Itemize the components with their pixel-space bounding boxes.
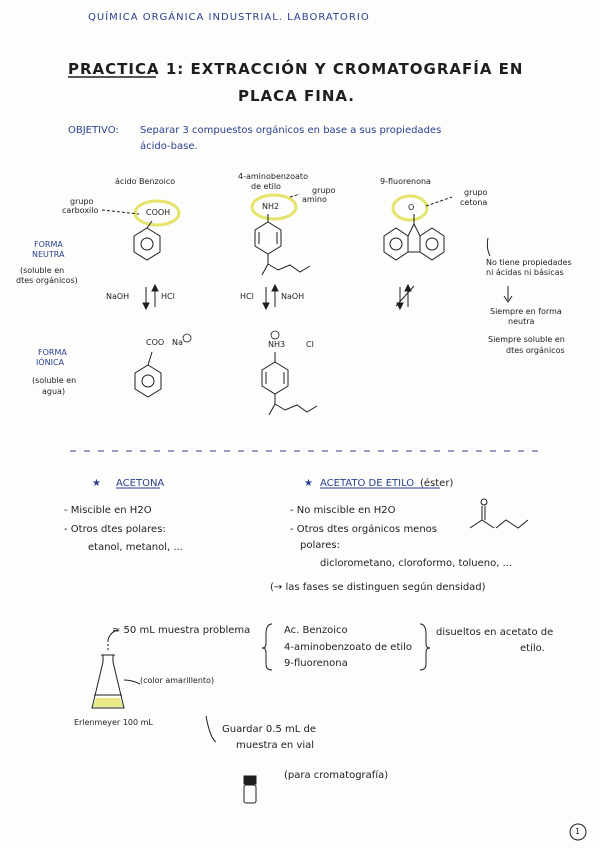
formula-nh2: NH2: [262, 202, 280, 211]
ethyl-acetate-star-icon: ★: [304, 478, 313, 489]
title-line2: PLACA FINA.: [238, 87, 355, 105]
form-neutral-note1: (soluble en: [20, 266, 65, 275]
sample-color-note: (color amarillento): [140, 676, 215, 685]
page-number: 1: [575, 827, 581, 836]
reagent-naoh-2: NaOH: [281, 292, 305, 301]
chromatography-note: (para cromatografía): [284, 770, 389, 781]
ethyl-acetate-line4: diclorometano, cloroformo, tolueno, ...: [320, 558, 513, 569]
reagent-naoh: NaOH: [106, 292, 130, 301]
compound-aminobenzoate-line1: 4-aminobenzoato: [238, 172, 308, 181]
group-amino-line2: amino: [302, 195, 327, 204]
reagent-hcl-2: HCl: [240, 292, 254, 301]
benzoate-ring: [135, 365, 161, 397]
group-carboxyl-line1: grupo: [70, 197, 94, 206]
fluorenone-note-3: Siempre en forma: [490, 307, 562, 316]
objective-label: OBJETIVO:: [68, 125, 119, 136]
ester-structure: [470, 499, 528, 528]
compound-benzoic-acid: ácido Benzoico: [115, 177, 176, 186]
flask-label: Erlenmeyer 100 mL: [74, 718, 153, 727]
sample-amount: ≈ 50 mL muestra problema: [112, 625, 251, 636]
group-amino-line1: grupo: [312, 186, 336, 195]
fluorenone-note-4: neutra: [508, 317, 535, 326]
vial: [244, 776, 256, 803]
objective-line1: Separar 3 compuestos orgánicos en base a sus propiedades: [140, 125, 442, 136]
dissolved-line1: disueltos en acetato de: [436, 627, 554, 638]
title-line1: PRACTICA 1: EXTRACCIÓN Y CROMATOGRAFÍA EN: [68, 60, 524, 78]
form-ionic-line2: IÓNICA: [36, 358, 65, 367]
dissolved-line2: etilo.: [520, 643, 545, 654]
benzoic-ring: [134, 228, 160, 260]
ion-cl: Cl: [306, 340, 314, 349]
acetone-line1: - Miscible en H2O: [64, 505, 152, 516]
form-ionic-line1: FORMA: [38, 348, 67, 357]
ion-nh3: NH3: [268, 340, 286, 349]
page-header: QUÍMICA ORGÁNICA INDUSTRIAL. LABORATORIO: [88, 12, 370, 23]
formula-o: O: [408, 203, 415, 212]
acetone-star-icon: ★: [92, 478, 101, 489]
ethyl-acetate-title-note: (éster): [420, 478, 454, 489]
ethyl-acetate-line1: - No miscible en H2O: [290, 505, 396, 516]
fluorenone-note-2: ni ácidas ni básicas: [486, 268, 564, 277]
ethyl-acetate-line2: - Otros dtes orgánicos menos: [290, 524, 437, 535]
ethyl-acetate-title: ACETATO DE ETILO: [320, 478, 415, 489]
group-ketone-line2: cetona: [460, 198, 488, 207]
sample-compound-2: 4-aminobenzoato de etilo: [284, 642, 413, 653]
save-line1: Guardar 0.5 mL de: [222, 724, 316, 735]
form-neutral-line2: NEUTRA: [32, 250, 65, 259]
group-ketone-line1: grupo: [464, 188, 488, 197]
form-ionic-note2: agua): [42, 387, 66, 396]
form-neutral-line1: FORMA: [34, 240, 63, 249]
sample-compound-1: Ac. Benzoico: [284, 625, 348, 636]
sample-compound-3: 9-fluorenona: [284, 658, 348, 669]
acetone-title: ACETONA: [116, 478, 165, 489]
ethyl-acetate-line5: (→ las fases se distinguen según densidad): [270, 582, 486, 593]
flask-liquid: [93, 698, 123, 707]
compound-fluorenone: 9-fluorenona: [380, 177, 431, 186]
ion-na: Na: [172, 338, 183, 347]
acetone-line3: etanol, metanol, ...: [88, 542, 183, 553]
fluorenone-note-1: No tiene propiedades: [486, 258, 572, 267]
objective-line2: ácido-base.: [140, 141, 198, 152]
form-ionic-note1: (soluble en: [32, 376, 77, 385]
form-neutral-note2: dtes orgánicos): [16, 276, 78, 285]
fluorenone-note-5: Siempre soluble en: [488, 335, 565, 344]
compound-aminobenzoate-line2: de etilo: [251, 182, 281, 191]
save-line2: muestra en vial: [236, 740, 315, 751]
fluorenone-note-6: dtes orgánicos: [506, 346, 565, 355]
acetone-line2: - Otros dtes polares:: [64, 524, 166, 535]
reagent-hcl: HCl: [161, 292, 175, 301]
ion-coo: COO: [146, 338, 165, 347]
ethyl-acetate-line3: polares:: [300, 540, 340, 551]
formula-cooh: COOH: [146, 208, 171, 217]
group-carboxyl-line2: carboxilo: [62, 206, 99, 215]
erlenmeyer-flask: [92, 630, 124, 708]
